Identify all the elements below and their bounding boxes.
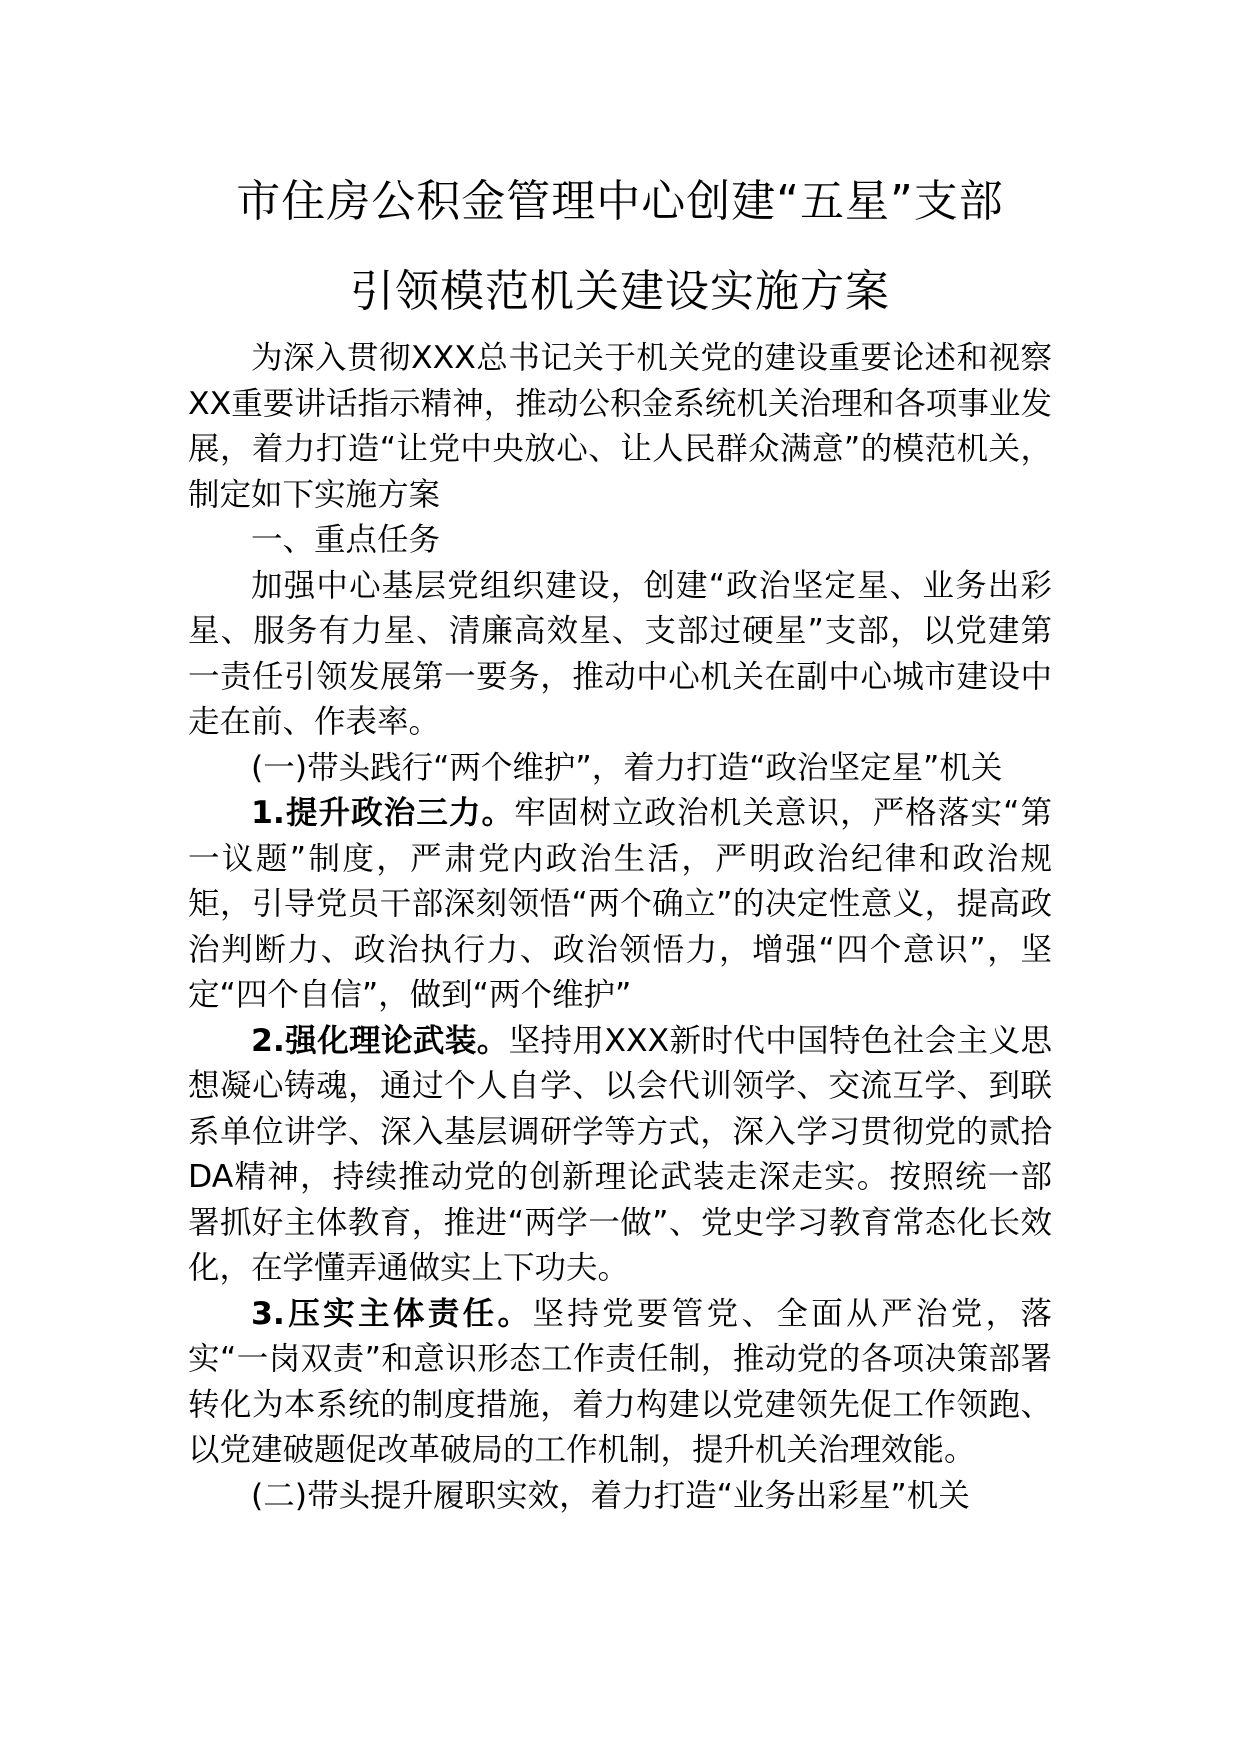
paragraph-intro [188, 336, 1052, 518]
paragraph-text: 坚持用XXX新时代中国特色社会主义思想凝心铸魂，通过个人自学、以会代训领学、交流互学、到联系单位讲学、深入基层调研学等方式，深入学习贯彻党的贰拾DA精神，持续推动党的创新理论武装走深走实。按照统一部署抓好主体教育，推进“两学一做”、党史学习教育常态化长效化，在学懂弄通做实上下功夫。 [188, 1022, 1052, 1286]
paragraph-text: 为深入贯彻XXX总书记关于机关党的建设重要论述和视察XX重要讲话指示精神，推动公积金系统机关治理和各项事业发展，着力打造“让党中央放心、让人民群众满意”的模范机关，制定如下实施方案 [188, 340, 1052, 513]
paragraph-text: 牢固树立政治机关意识，严格落实“第一议题”制度，严肃党内政治生活，严明政治纪律和政治规矩，引导党员干部深刻领悟“两个确立”的决定性意义，提高政治判断力、政治执行力、政治领悟力，增强“四个意识”，坚定“四个自信”，做到“两个维护” [188, 795, 1052, 1013]
paragraph-item-1 [188, 791, 1052, 1019]
item-lead: 3.压实主体责任。 [251, 1295, 533, 1332]
paragraph-text: (一)带头践行“两个维护”，着力打造“政治坚定星”机关 [251, 749, 1003, 786]
paragraph-item-2 [188, 1019, 1052, 1292]
paragraph-text: 坚持党要管党、全面从严治党，落实“一岗双责”和意识形态工作责任制，推动党的各项决策部署转化为本系统的制度措施，着力构建以党建领先促工作领跑、以党建破题促改革破局的工作机制，提升机关治理效能。 [188, 1295, 1052, 1468]
subsection-heading-2 [188, 1474, 1052, 1520]
document-title-line-2: 引领模范机关建设实施方案 [350, 266, 890, 317]
paragraph-text: 一、重点任务 [251, 522, 441, 558]
section-heading-key-tasks [188, 518, 1052, 564]
paragraph-text: (二)带头提升履职实效，着力打造“业务出彩星”机关 [251, 1477, 970, 1514]
item-lead: 2.强化理论武装。 [251, 1022, 509, 1059]
paragraph-item-3 [188, 1292, 1052, 1474]
document-body [188, 336, 1052, 1519]
item-lead: 1.提升政治三力。 [251, 795, 515, 831]
subsection-heading-1 [188, 746, 1052, 792]
paragraph-text: 加强中心基层党组织建设，创建“政治坚定星、业务出彩星、服务有力星、清廉高效星、支部过硬星”支部，以党建第一责任引领发展第一要务，推动中心机关在副中心城市建设中走在前、作表率。 [188, 567, 1052, 740]
paragraph-overview [188, 564, 1052, 746]
document-title-line-1: 市住房公积金管理中心创建“五星”支部 [236, 176, 1004, 227]
